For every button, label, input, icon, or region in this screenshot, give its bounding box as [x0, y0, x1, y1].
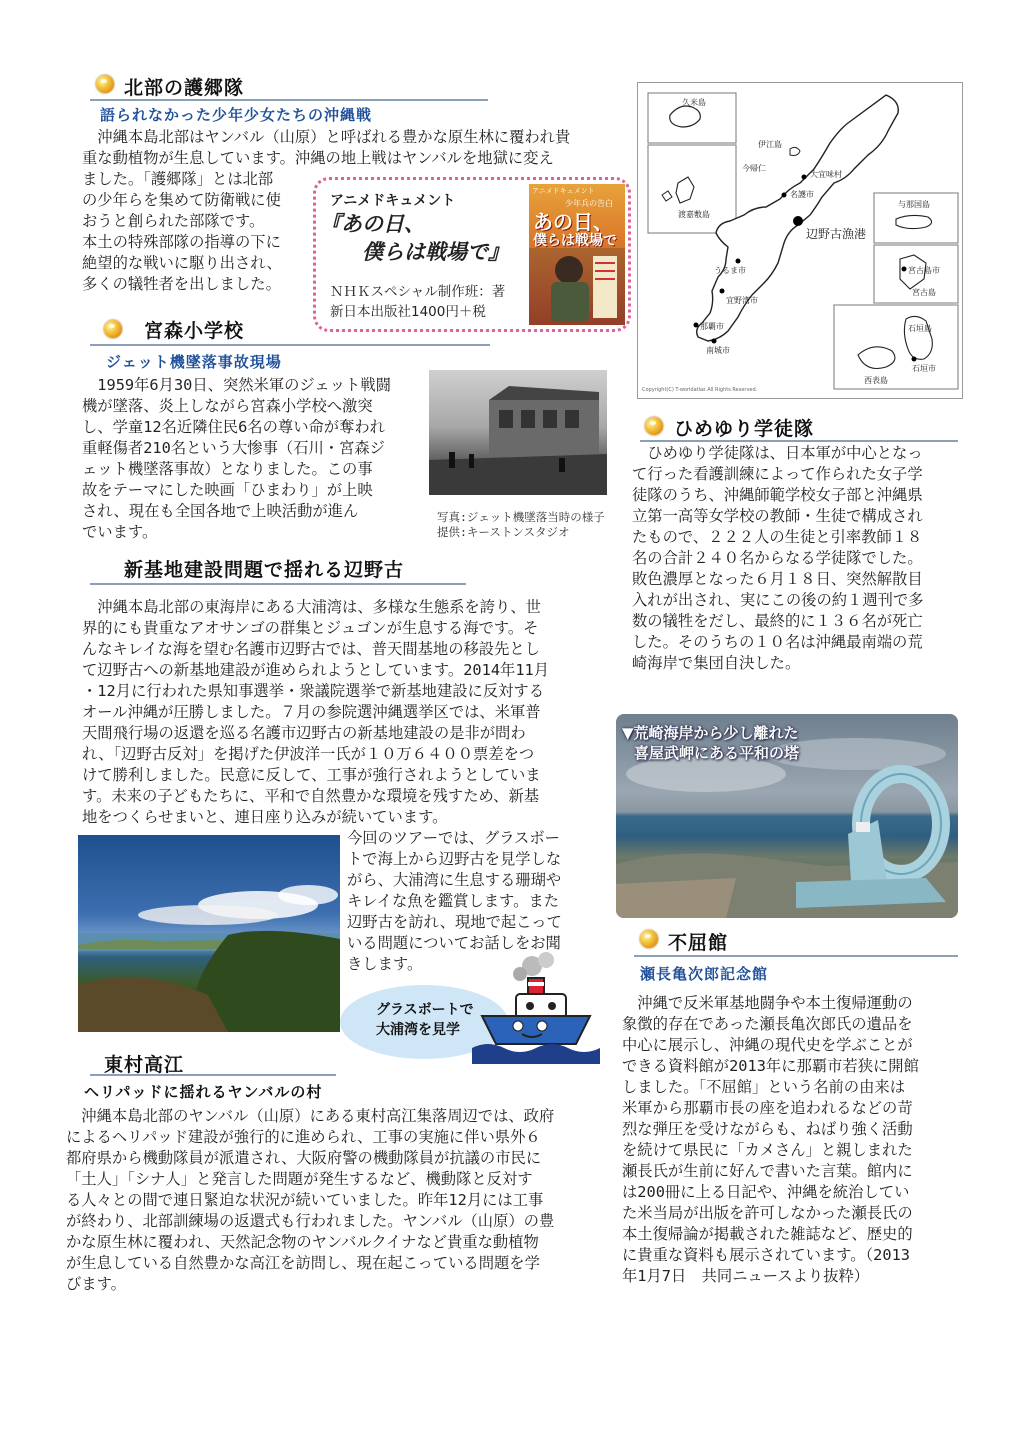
map-label-nago: 名護市	[790, 190, 814, 199]
map-label-nakijin: 今帰仁	[742, 164, 766, 173]
photo-caption-jet: 写真:ジェット機墜落当時の様子 提供:キーストンスタジオ	[437, 509, 605, 539]
section-bullet-icon	[640, 930, 658, 948]
photo-peace-tower	[616, 714, 958, 918]
paragraph-higashi: 沖縄本島北部のヤンバル（山原）にある東村高江集落周辺では、政府 によるヘリパッド建設が強行的に進められ、工事の実施に伴い県外６ 都府県から機動隊員が派遣され、大阪府警の機動隊員が抗議の市民に 「土人」「シナ人」と発言した問題が発生するなど、機動隊と反対す る人々との間で連日緊迫な状況が続いていました。昨年12月には工事 が終わり、北部訓練場の返還式も行われました。ヤンバル（山原）の豊 かな原生林に覆われ、天然記念物のヤンバルクイナなど貴重な動植物 が生息している自然豊かな高江を訪問し、現在起こっている問題を学 びます。	[66, 1107, 555, 1293]
photo-jet-crash-graphic	[429, 370, 607, 495]
map-label-iheya: 伊江島	[758, 140, 782, 149]
map-label-uruma: うるま市	[714, 266, 746, 275]
book-cover-image	[529, 184, 625, 325]
map-label-miyako-city: 宮古島市	[908, 266, 940, 275]
map-label-iriomote: 西表島	[864, 376, 888, 385]
cover-series-text: 少年兵の告白	[565, 199, 613, 208]
section-title-himeyuri: ひめゆり学徒隊	[674, 418, 815, 440]
map-label-ogimi: 大宜味村	[810, 170, 842, 179]
map-label-yonaguni: 与那国島	[898, 200, 930, 209]
map-label-miyako: 宮古島	[912, 288, 936, 297]
book-title-line1: 『あの日、	[320, 212, 425, 236]
divider-hokubu	[90, 99, 488, 101]
boat-icon	[472, 952, 600, 1064]
map-label-kume: 久米島	[682, 98, 706, 107]
subtitle-fukutsu: 瀬長亀次郎記念館	[640, 965, 769, 983]
photo-jet-crash-site	[429, 370, 607, 495]
paragraph-hokubu-left: ました。「護郷隊」とは北部 の少年らを集めて防衛戦に使 おうと創られた部隊です。 本土の特殊部隊の指導の下に 絶望的な戦いに駆り出され、 多くの犠牲者を出しました。	[82, 170, 282, 293]
section-bullet-icon	[104, 320, 122, 338]
map-label-henoko: 辺野古漁港	[806, 227, 867, 241]
subtitle-higashi: ヘリパッドに揺れるヤンバルの村	[84, 1083, 323, 1101]
section-bullet-icon	[645, 417, 663, 435]
okinawa-map	[637, 82, 963, 399]
divider-henoko	[90, 583, 466, 585]
map-label-ishigaki-city: 石垣市	[912, 364, 936, 373]
map-copyright: Copyright(C) T-worldatlas All Rights Reserved.	[642, 387, 758, 393]
photo-oura-bay	[78, 835, 340, 1032]
paragraph-miyamori: 1959年6月30日、突然米軍のジェット戦闘 機が墜落、炎上しながら宮森小学校へ激突 し、学童12名近隣住民6名の尊い命が奪われ 重軽傷者210名という大惨事（石川・宮森ジ ェット機墜落事故）となりました。この事 故をテーマにした映画「ひまわり」が上映 され、現在も全国各地で上映活動が進ん でいます。	[82, 376, 391, 541]
photo-caption-peace-line2: 喜屋武岬にある平和の塔	[634, 744, 800, 762]
book-title-line2: 僕らは戦場で』	[362, 240, 509, 264]
section-title-henoko: 新基地建設問題で揺れる辺野古	[124, 559, 405, 581]
divider-himeyuri	[640, 440, 958, 442]
section-title-fukutsu: 不屈館	[668, 932, 729, 954]
section-title-hokubu: 北部の護郷隊	[124, 77, 245, 99]
map-label-ishigaki-isl: 石垣島	[908, 324, 932, 333]
cover-illustration	[529, 248, 625, 325]
section-title-miyamori: 宮森小学校	[144, 320, 245, 342]
cover-small-text: アニメドキュメント	[532, 187, 595, 195]
cover-title2: 僕らは戦場で	[533, 233, 617, 249]
book-credit-author: ＮＨＫスペシャル制作班：著	[330, 284, 506, 300]
book-credit-publisher: 新日本出版社1400円＋税	[330, 304, 486, 320]
subtitle-hokubu: 語られなかった少年少女たちの沖縄戦	[100, 106, 373, 124]
paragraph-fukutsu: 沖縄で反米軍基地闘争や本土復帰運動の 象徴的存在であった瀬長亀次郎氏の遺品を 中心に展示し、沖縄の現代史を学ぶことが できる資料館が2013年に那覇市若狭に開館 しました。「不屈館」という名前の由来は 米軍から那覇市長の座を追われるなどの苛 烈な弾圧を受けながらも、ねばり強く活動 を続けて県民に「カメさん」と親しまれた 瀬長氏が生前に好んで書いた言葉。館内に は200冊に上る日記や、沖縄を統治してい た米当局が出版を許可しなかった瀬長氏の 本土復帰論が掲載された雑誌など、歴史的 に貴重な資料も展示されています。（2013 年1月7日 共同ニュースより抜粋）	[622, 994, 919, 1285]
map-label-naha: 那覇市	[700, 322, 724, 331]
map-label-ginowan: 宜野湾市	[726, 296, 758, 305]
paragraph-hokubu-top: 沖縄本島北部はヤンバル（山原）と呼ばれる豊かな原生林に覆われ貴 重な動植物が生息しています。沖縄の地上戦はヤンバルを地獄に変え	[82, 128, 571, 167]
okinawa-map-svg	[638, 83, 962, 398]
subtitle-miyamori: ジェット機墜落事故現場	[106, 353, 282, 371]
map-label-nanjo: 南城市	[706, 346, 730, 355]
divider-fukutsu	[634, 955, 958, 957]
book-promo-box	[313, 177, 631, 332]
divider-miyamori	[90, 344, 490, 346]
cover-title1: あの日、	[533, 210, 613, 234]
paragraph-himeyuri: ひめゆり学徒隊は、日本軍が中心となっ て行った看護訓練によって作られた女子学 徒隊のうち、沖縄師範学校女子部と沖縄県 立第一高等女学校の教師・生徒で構成され たもので、２２２人の生徒と引率教師１８ 名の合計２４０名からなる学徒隊でした。 敗色濃厚となった６月１８日、突然解散目 入れが出され、実にこの後の約１週刊で多 数の犠牲をだし、最終的に１３６名が死亡 した。そのうちの１０名は沖縄最南端の荒 崎海岸で集団自決した。	[632, 444, 924, 672]
map-label-tokashiki: 渡嘉敷島	[678, 210, 710, 219]
photo-caption-peace-line1: ▼荒崎海岸から少し離れた	[622, 724, 799, 742]
section-title-higashi: 東村高江	[104, 1054, 185, 1076]
paragraph-tour: 今回のツアーでは、グラスボー トで海上から辺野古を見学しな がら、大浦湾に生息する珊瑚や キレイな魚を鑑賞します。また 辺野古を訪れ、現地で起こって いる問題についてお話しをお聞 きします。	[347, 829, 562, 973]
section-bullet-icon	[96, 75, 114, 93]
bubble-text-line2: 大浦湾を見学	[376, 1022, 460, 1038]
book-label: アニメドキュメント	[330, 193, 456, 209]
divider-higashi	[90, 1074, 336, 1076]
photo-oura-bay-graphic	[78, 835, 340, 1032]
paragraph-henoko: 沖縄本島北部の東海岸にある大浦湾は、多様な生態系を誇り、世 界的にも貴重なアオサンゴの群集とジュゴンが生息する海です。そ んなキレイな海を望む名護市辺野古では、普天間基地の移設先とし て辺野古への新基地建設が進められようとしています。2014年11月 ・12月に行われた県知事選挙・衆議院選挙で新基地建設に反対する オール沖縄が圧勝しました。７月の参院選沖縄選挙区では、米軍普 天間飛行場の返還を巡る名護市辺野古の新基地建設の是非が問わ れ、「辺野古反対」を掲げた伊波洋一氏が１０万６４００票差をつ けて勝利しました。民意に反して、工事が強行されようとしていま す。未来の子どもたちに、平和で自然豊かな環境を残すため、新基 地をつくらせまいと、連日座り込みが続いています。	[82, 598, 550, 826]
bubble-text-line1: グラスボートで	[376, 1002, 474, 1018]
